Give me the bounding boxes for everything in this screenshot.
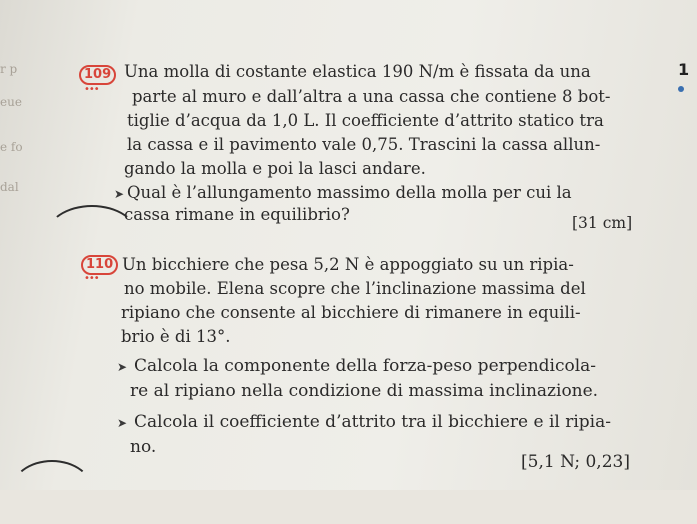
bullet-arrow-icon: ➤ bbox=[114, 187, 125, 201]
p109-line-5: gando la molla e poi la lasci andare. bbox=[124, 159, 426, 178]
margin-curl bbox=[10, 460, 94, 524]
p109-answer: [31 cm] bbox=[572, 214, 633, 232]
margin-mark: eue bbox=[0, 95, 22, 109]
bullet-arrow-icon: ➤ bbox=[117, 416, 128, 430]
bullet-arrow-icon: ➤ bbox=[117, 360, 128, 374]
p109-line-1: Una molla di costante elastica 190 N/m è fissata da una bbox=[124, 62, 591, 81]
margin-mark: e fo bbox=[0, 140, 23, 154]
p110-line-1: Un bicchiere che pesa 5,2 N è appoggiato su un ripia- bbox=[122, 255, 574, 274]
p110-line-2: no mobile. Elena scopre che l’inclinazione massima del bbox=[124, 279, 586, 298]
p109-question-line-1: Qual è l’allungamento massimo della molla per cui la bbox=[127, 183, 572, 202]
p109-line-2: parte al muro e dall’altra a una cassa che contiene 8 bot- bbox=[132, 87, 611, 106]
p109-line-3: tiglie d’acqua da 1,0 L. Il coefficiente d’attrito statico tra bbox=[127, 111, 604, 130]
corner-dot bbox=[678, 86, 684, 92]
corner-mark: 1 bbox=[678, 60, 690, 79]
p110-q1-line-1: Calcola la componente della forza-peso perpendicola- bbox=[134, 356, 597, 376]
p110-q1-line-2: re al ripiano nella condizione di massima inclinazione. bbox=[130, 381, 599, 401]
problem-number-110: 110 bbox=[81, 255, 118, 275]
margin-mark: r p bbox=[0, 62, 18, 76]
p109-question-line-2: cassa rimane in equilibrio? bbox=[124, 205, 350, 224]
p110-q2-line-1: Calcola il coefficiente d’attrito tra il bicchiere e il ripia- bbox=[134, 412, 611, 432]
p110-line-4: brio è di 13°. bbox=[121, 327, 231, 346]
difficulty-dots-110: ••• bbox=[84, 273, 99, 284]
margin-mark: dal bbox=[0, 180, 19, 194]
difficulty-dots-109: ••• bbox=[84, 84, 99, 95]
p110-answer: [5,1 N; 0,23] bbox=[521, 452, 630, 472]
p109-line-4: la cassa e il pavimento vale 0,75. Trascini la cassa allun- bbox=[127, 135, 601, 154]
problem-number-109: 109 bbox=[79, 65, 116, 85]
p110-q2-line-2: no. bbox=[130, 437, 157, 457]
p110-line-3: ripiano che consente al bicchiere di rimanere in equili- bbox=[121, 303, 581, 322]
